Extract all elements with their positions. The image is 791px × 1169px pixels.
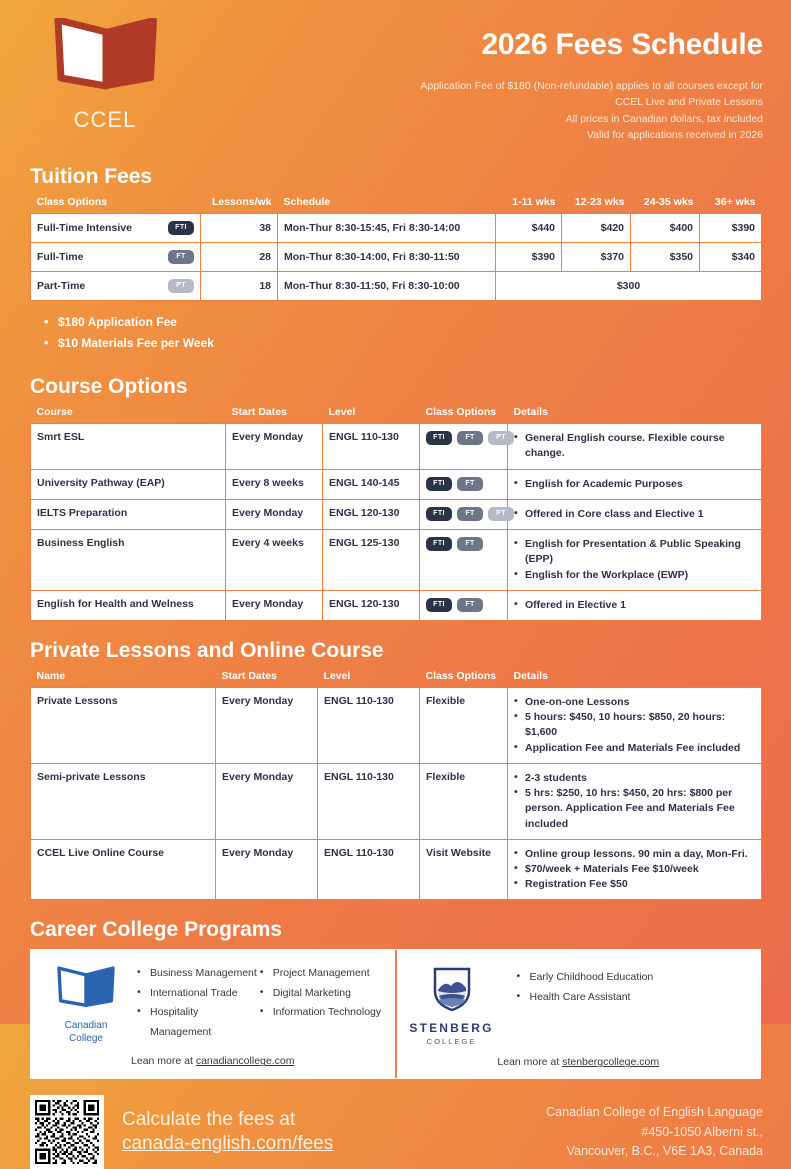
canadian-college-name-line2: College xyxy=(69,1032,103,1044)
course-start: Every 8 weeks xyxy=(226,469,323,499)
note-line-1: Application Fee of $180 (Non-refundable) applies to all courses except for xyxy=(420,80,763,92)
tuition-class-name-cell xyxy=(31,272,201,301)
badge-fti: FTI xyxy=(426,507,452,521)
canadian-college-link[interactable]: canadiancollege.com xyxy=(195,1055,295,1068)
th-details: Details xyxy=(513,670,548,683)
tuition-header-row xyxy=(31,196,762,214)
note-line-3: All prices in Canadian dollars, tax included xyxy=(565,112,763,125)
course-options-header-row xyxy=(31,406,762,424)
table-row xyxy=(31,839,762,900)
tuition-price-36plus: $340 xyxy=(700,243,762,272)
private-lessons-title: Private Lessons and Online Course xyxy=(30,639,384,663)
brand-block xyxy=(30,18,180,133)
list-item: • $70/week + Materials Fee $10/week xyxy=(514,862,755,877)
course-start: Every 4 weeks xyxy=(226,530,323,591)
th-name: Name xyxy=(36,670,66,683)
tuition-lessons: 18 xyxy=(201,272,278,301)
lesson-class-option: Visit Website xyxy=(420,839,508,900)
course-details xyxy=(508,499,762,529)
course-level: ENGL 120-130 xyxy=(323,590,420,620)
th-class-options: Class Options xyxy=(36,196,108,209)
course-level: ENGL 120-130 xyxy=(323,499,420,529)
course-name: Smrt ESL xyxy=(31,424,226,469)
lesson-details xyxy=(508,839,762,900)
course-options-section xyxy=(0,375,791,621)
lesson-name: Semi-private Lessons xyxy=(31,763,216,839)
badge-ft: FT xyxy=(457,598,483,612)
tuition-price-24-35: $400 xyxy=(631,214,700,243)
lesson-name: Private Lessons xyxy=(31,688,216,764)
stenberg-name: STENBERG xyxy=(409,1021,494,1036)
canadian-college-panel xyxy=(31,950,397,1078)
fees-calculator-link[interactable]: canada-english.com/fees xyxy=(122,1133,334,1155)
th-start-dates: Start Dates xyxy=(231,406,287,419)
tuition-class-label: Full-Time Intensive xyxy=(37,222,132,235)
badge-fti: FTI xyxy=(168,221,194,235)
badge-ft: FT xyxy=(457,431,483,445)
list-item: • Online group lessons. 90 min a day, Mon-Fri. xyxy=(514,847,755,862)
tuition-schedule: Mon-Thur 8:30-15:45, Fri 8:30-14:00 xyxy=(278,214,496,243)
brand-name: CCEL xyxy=(73,107,137,132)
canadian-learn-more xyxy=(43,1055,383,1067)
open-book-icon xyxy=(55,966,117,1012)
tuition-price-36plus: $390 xyxy=(700,214,762,243)
badge-fti: FTI xyxy=(426,477,452,491)
tuition-schedule: Mon-Thur 8:30-11:50, Fri 8:30-10:00 xyxy=(278,272,496,301)
tuition-schedule: Mon-Thur 8:30-14:00, Fri 8:30-11:50 xyxy=(278,243,496,272)
footer-left xyxy=(30,1095,333,1169)
course-details xyxy=(508,469,762,499)
school-address xyxy=(546,1103,763,1161)
canadian-learn-prefix: Lean more at xyxy=(131,1055,196,1068)
stenberg-programs xyxy=(517,968,749,1007)
course-details xyxy=(508,530,762,591)
th-weeks-12-23: 12-23 wks xyxy=(574,196,625,209)
course-class-options xyxy=(420,499,508,529)
fee-notes-list xyxy=(44,312,761,353)
tuition-price-12-23: $420 xyxy=(562,214,631,243)
header-note xyxy=(420,78,763,143)
list-item: • Project Management xyxy=(260,964,383,983)
th-start-dates: Start Dates xyxy=(221,670,277,683)
canadian-programs-col-1 xyxy=(137,964,260,1042)
tuition-title: Tuition Fees xyxy=(30,165,153,189)
tuition-price-1-11: $390 xyxy=(496,243,562,272)
lesson-details xyxy=(508,688,762,764)
th-schedule: Schedule xyxy=(283,196,331,209)
note-line-4: Valid for applications received in 2026 xyxy=(586,128,763,141)
course-name: University Pathway (EAP) xyxy=(31,469,226,499)
tuition-class-name-cell xyxy=(31,214,201,243)
lesson-level: ENGL 110-130 xyxy=(318,763,420,839)
course-name: IELTS Preparation xyxy=(31,499,226,529)
table-row xyxy=(31,424,762,469)
course-details xyxy=(508,590,762,620)
list-item: • 5 hours: $450, 10 hours: $850, 20 hours: $1,600 xyxy=(514,710,755,740)
private-lessons-table xyxy=(30,670,762,900)
table-row xyxy=(31,469,762,499)
list-item: • Offered in Core class and Elective 1 xyxy=(514,507,755,522)
stenberg-logo-block xyxy=(409,964,495,1046)
list-item: • Offered in Elective 1 xyxy=(514,598,755,613)
tuition-class-name-cell xyxy=(31,243,201,272)
page-header xyxy=(0,0,791,143)
lesson-name: CCEL Live Online Course xyxy=(31,839,216,900)
stenberg-college-link[interactable]: stenbergcollege.com xyxy=(562,1056,660,1069)
course-level: ENGL 140-145 xyxy=(323,469,420,499)
th-course: Course xyxy=(36,406,73,419)
course-level: ENGL 110-130 xyxy=(323,424,420,469)
canadian-college-name xyxy=(43,1020,129,1045)
course-level: ENGL 125-130 xyxy=(323,530,420,591)
list-item: • One-on-one Lessons xyxy=(514,695,755,710)
th-weeks-1-11: 1-11 wks xyxy=(512,196,556,209)
th-class-options: Class Options xyxy=(425,670,497,683)
qr-code-icon[interactable] xyxy=(30,1095,104,1169)
list-item: • Information Technology xyxy=(260,1003,383,1022)
stenberg-college-panel xyxy=(397,950,761,1078)
private-lessons-header-row xyxy=(31,670,762,688)
th-level: Level xyxy=(323,670,351,683)
address-line-2: #450-1050 Alberni st., xyxy=(641,1124,763,1139)
canadian-college-name-line1: Canadian xyxy=(64,1020,108,1032)
course-name: Business English xyxy=(31,530,226,591)
th-level: Level xyxy=(328,406,356,419)
tuition-price-24-35: $350 xyxy=(631,243,700,272)
list-item: • English for Presentation & Public Speaking (EPP) xyxy=(514,537,755,567)
tuition-lessons: 38 xyxy=(201,214,278,243)
course-class-options xyxy=(420,530,508,591)
badge-pt: PT xyxy=(488,507,514,521)
list-item: • Digital Marketing xyxy=(260,984,383,1003)
course-start: Every Monday xyxy=(226,590,323,620)
list-item: • Registration Fee $50 xyxy=(514,877,755,892)
table-row xyxy=(31,590,762,620)
note-line-2: CCEL Live and Private Lessons xyxy=(615,96,763,109)
tuition-section xyxy=(0,165,791,353)
tuition-class-label: Full-Time xyxy=(37,251,84,264)
list-item: • International Trade xyxy=(137,984,260,1003)
list-item: • 2-3 students xyxy=(514,771,755,786)
course-details xyxy=(508,424,762,469)
course-options-table xyxy=(30,406,762,621)
list-item: • 5 hrs: $250, 10 hrs: $450, 20 hrs: $800 per person. Application Fee and Materials Fee included xyxy=(514,786,755,832)
table-row xyxy=(31,214,762,243)
shield-mountain-icon xyxy=(432,966,472,1012)
list-item: • English for the Workplace (EWP) xyxy=(514,568,755,583)
course-name: English for Health and Welness xyxy=(31,590,226,620)
stenberg-sub: COLLEGE xyxy=(426,1037,477,1047)
list-item: • General English course. Flexible course change. xyxy=(514,431,755,461)
address-line-1: Canadian College of English Language xyxy=(546,1105,763,1120)
table-row xyxy=(31,688,762,764)
list-item: • English for Academic Purposes xyxy=(514,477,755,492)
badge-fti: FTI xyxy=(426,598,452,612)
list-item: • Hospitality Management xyxy=(137,1003,260,1042)
address-line-3: Vancouver, B.C., V6E 1A3, Canada xyxy=(566,1144,763,1159)
tuition-price-1-11: $440 xyxy=(496,214,562,243)
th-weeks-24-35: 24-35 wks xyxy=(643,196,694,209)
th-details: Details xyxy=(513,406,548,419)
lesson-start: Every Monday xyxy=(216,688,318,764)
tuition-price-flat: $300 xyxy=(496,272,762,301)
badge-ft: FT xyxy=(457,537,483,551)
course-class-options xyxy=(420,424,508,469)
stenberg-learn-prefix: Lean more at xyxy=(497,1056,563,1069)
calculate-fees-block xyxy=(122,1108,333,1157)
list-item: • $180 Application Fee xyxy=(44,312,761,332)
table-row xyxy=(31,272,762,301)
list-item: • Business Management xyxy=(137,964,260,983)
list-item: • Application Fee and Materials Fee included xyxy=(514,741,755,756)
page-title: 2026 Fees Schedule xyxy=(481,28,763,61)
course-start: Every Monday xyxy=(226,499,323,529)
course-start: Every Monday xyxy=(226,424,323,469)
header-right xyxy=(420,18,763,143)
badge-fti: FTI xyxy=(426,537,452,551)
career-title: Career College Programs xyxy=(30,918,283,942)
canadian-programs-col-2 xyxy=(260,964,383,1022)
tuition-class-label: Part-Time xyxy=(37,280,86,293)
th-class-options: Class Options xyxy=(425,406,497,419)
lesson-class-option: Flexible xyxy=(420,688,508,764)
tuition-table xyxy=(30,196,762,301)
tuition-price-12-23: $370 xyxy=(562,243,631,272)
lesson-start: Every Monday xyxy=(216,839,318,900)
list-item: • $10 Materials Fee per Week xyxy=(44,333,761,353)
table-row xyxy=(31,763,762,839)
list-item: • Early Childhood Education xyxy=(517,968,749,987)
badge-fti: FTI xyxy=(426,431,452,445)
open-book-icon xyxy=(51,18,161,96)
badge-ft: FT xyxy=(457,507,483,521)
th-lessons: Lessons/wk xyxy=(211,196,272,209)
badge-pt: PT xyxy=(168,279,194,293)
course-class-options xyxy=(420,590,508,620)
course-options-title: Course Options xyxy=(30,375,188,399)
badge-ft: FT xyxy=(457,477,483,491)
lesson-level: ENGL 110-130 xyxy=(318,688,420,764)
badge-ft: FT xyxy=(168,250,194,264)
list-item: • Health Care Assistant xyxy=(517,988,749,1007)
course-class-options xyxy=(420,469,508,499)
lesson-details xyxy=(508,763,762,839)
table-row xyxy=(31,530,762,591)
canadian-college-logo-block xyxy=(43,964,129,1045)
lesson-level: ENGL 110-130 xyxy=(318,839,420,900)
table-row xyxy=(31,243,762,272)
lesson-start: Every Monday xyxy=(216,763,318,839)
table-row xyxy=(31,499,762,529)
th-weeks-36plus: 36+ wks xyxy=(714,196,756,209)
tuition-lessons: 28 xyxy=(201,243,278,272)
private-lessons-section xyxy=(0,639,791,900)
stenberg-learn-more xyxy=(409,1056,749,1068)
badge-pt: PT xyxy=(488,431,514,445)
page-footer xyxy=(0,1079,791,1169)
lesson-class-option: Flexible xyxy=(420,763,508,839)
career-section xyxy=(0,918,791,1079)
calculate-fees-label: Calculate the fees at xyxy=(122,1109,296,1131)
career-panels xyxy=(30,949,761,1079)
